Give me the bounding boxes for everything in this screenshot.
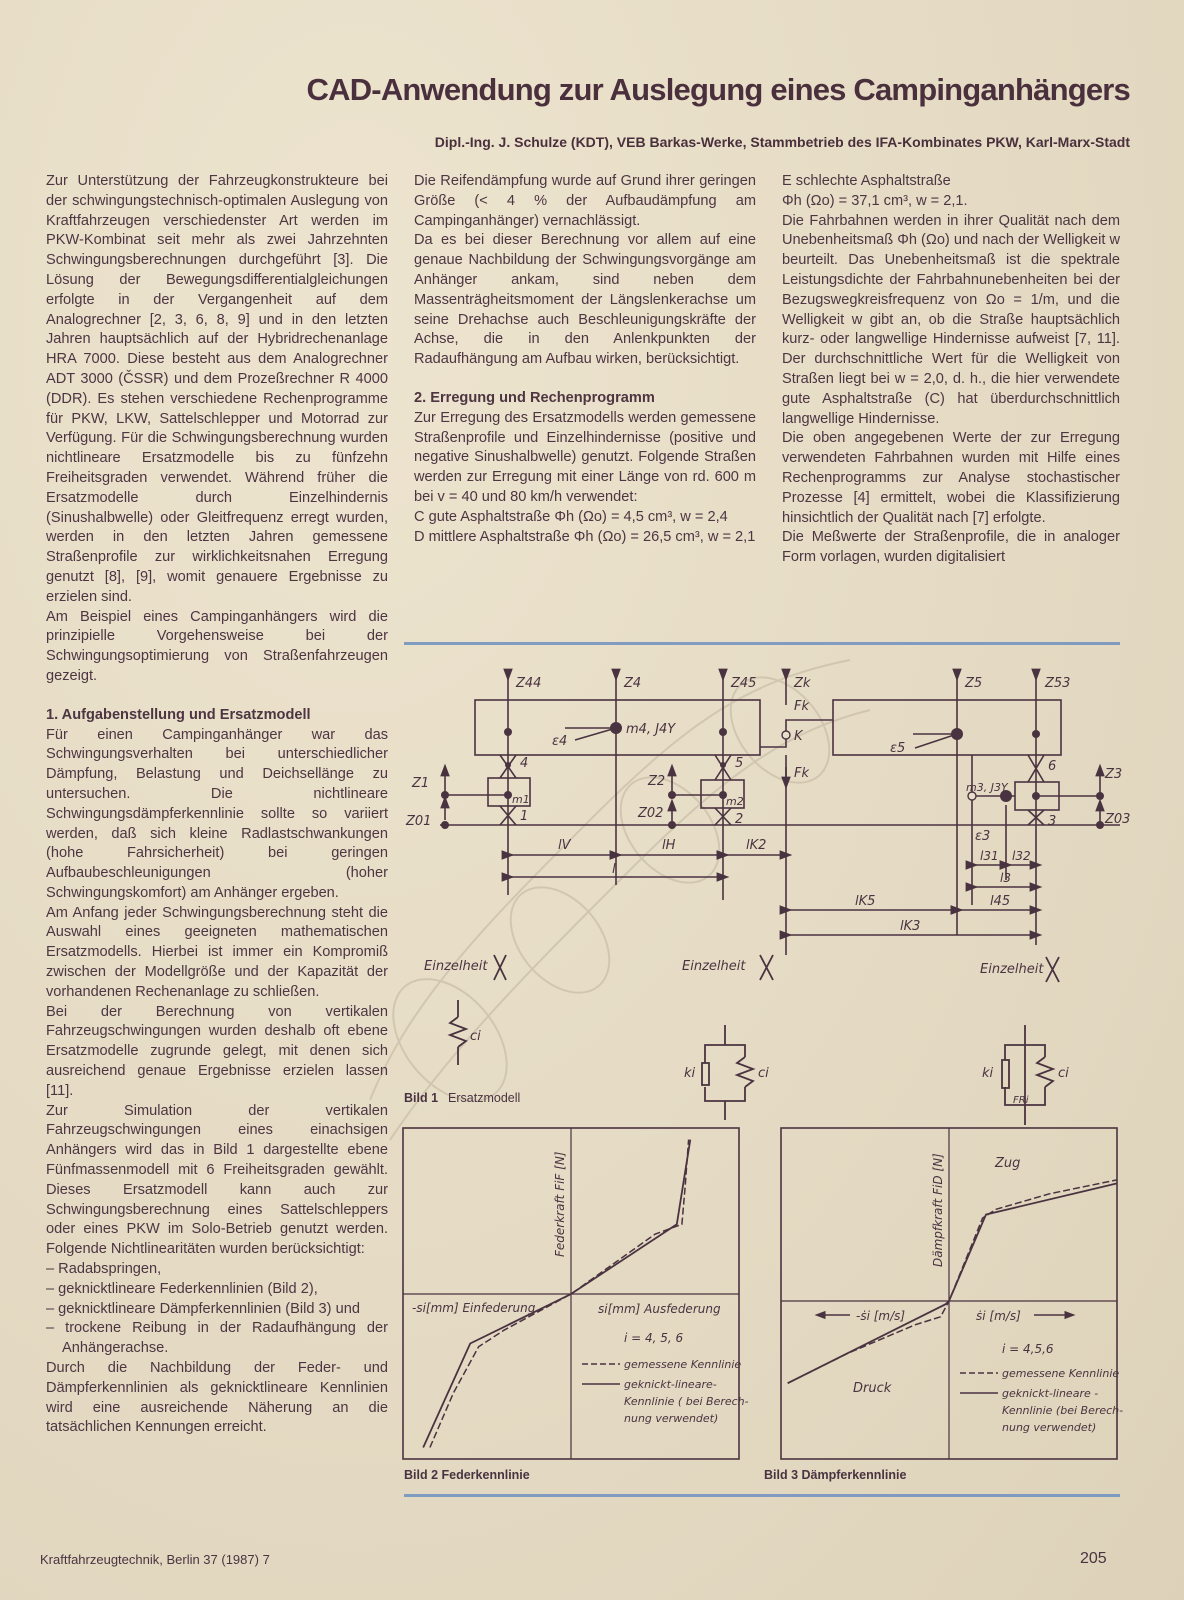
annotation-i: i = 4, 5, 6 <box>624 1331 684 1345</box>
detail-2-label: Einzelheit <box>682 959 746 974</box>
region-druck: Druck <box>853 1381 892 1396</box>
divider-rule-top <box>404 642 1120 645</box>
bild2-federkennlinie-chart <box>402 1127 749 1462</box>
list-item: – geknicktlineare Dämpferkennlinien (Bild 3) und <box>46 1300 388 1320</box>
label-lh: lH <box>662 838 676 853</box>
legend-label-0: gemessene Kennlinie <box>624 1358 742 1371</box>
label-z5: Z5 <box>965 676 983 691</box>
body-mass-5 <box>833 700 1061 755</box>
x-axis-label-pos: ṡi [m/s] <box>976 1309 1021 1323</box>
legend-label-2: Kennlinie ( bei Berech- <box>624 1395 749 1408</box>
label-node-3: 3 <box>1048 814 1057 829</box>
label-epsilon-3: ε3 <box>975 829 991 844</box>
paragraph: Die Reifendämpfung wurde auf Grund ihrer geringen Größe (< 4 % der Aufbaudämpfung am Campinganhänger) vernachlässigt. <box>414 173 756 229</box>
label-z4: Z4 <box>624 676 642 691</box>
road-e-values: Φh (Ωo) = 37,1 cm³, w = 2,1. <box>782 192 968 209</box>
paragraph: Zur Erregung des Ersatzmodells werden gemessene Straßenprofile und Einzelhindernisse (positive und negative Sinushalbwelle) genutzt. Folgende Straßen werden zur Erregung mit einer Länge von rd. 600 m bei v = 40 und 80 km/h verwendet: <box>414 409 756 505</box>
label-z03: Z03 <box>1105 812 1131 827</box>
label-node-4: 4 <box>520 756 529 771</box>
bild1-caption <box>404 1091 520 1105</box>
detail-2-ki: ki <box>684 1066 696 1081</box>
label-z45: Z45 <box>731 676 757 691</box>
legend-label-3: nung verwendet) <box>1002 1421 1097 1434</box>
label-l3: l3 <box>1000 871 1011 885</box>
bild2-caption <box>404 1468 530 1482</box>
caption-number: Bild 1 <box>404 1091 439 1105</box>
label-epsilon-4: ε4 <box>552 734 568 749</box>
label-lk3: lK3 <box>900 919 921 934</box>
paragraph: Durch die Nachbildung der Feder- und Dämpferkennlinien als geknicktlineare Kennlinien wird eine ausreichende Näherung an die tatsächlichen Kennungen erreicht. <box>46 1360 388 1436</box>
label-m4-j4y: m4, J4Y <box>626 722 676 737</box>
y-axis-label: Federkraft FiF [N] <box>553 1151 567 1257</box>
list-item: – trockene Reibung in der Radaufhängung der Anhängerachse. <box>46 1319 388 1359</box>
label-z1: Z1 <box>412 776 430 791</box>
x-axis-label-neg: -si[mm] Einfederung <box>412 1301 536 1315</box>
road-d: D mittlere Asphaltstraße Φh (Ωo) = 26,5 cm³, w = 2,1 <box>414 528 756 545</box>
legend-label-0: gemessene Kennlinie <box>1002 1367 1120 1380</box>
section-2-heading: 2. Erregung und Rechenprogramm <box>414 389 655 406</box>
road-c: C gute Asphaltstraße Φh (Ωo) = 4,5 cm³, w = 2,4 <box>414 508 728 525</box>
series-measured-line <box>788 1180 1120 1383</box>
legend-label-2: Kennlinie (bei Berech- <box>1002 1404 1124 1417</box>
label-zk: Zk <box>794 676 811 691</box>
label-fk-top: Fk <box>794 699 810 714</box>
x-axis-label-neg: -ṡi [m/s] <box>856 1309 906 1323</box>
label-z2: Z2 <box>648 774 666 789</box>
label-node-6: 6 <box>1048 759 1057 774</box>
label-m2: m2 <box>726 795 744 808</box>
column-1 <box>46 172 388 1438</box>
paragraph: Bei der Berechnung von vertikalen Fahrzeugschwingungen wurden deshalb oft ebene Ersatzmodelle zugrunde gelegt, mit denen sich ausreichend genaue Ergebnisse erzielen lassen [11]. <box>46 1003 388 1099</box>
label-epsilon-5: ε5 <box>890 741 906 756</box>
paragraph: Die oben angegebenen Werte der zur Erregung verwendeten Fahrbahnen wurden mit Hilfe eines Rechenprogramms zur Analyse stochastischer Prozesse [4] ermittelt, wobei die Klassifizierung hinsichtlich der Qualität nach [7] erfolgte. <box>782 430 1120 526</box>
label-node-1: 1 <box>520 809 529 824</box>
label-node-5: 5 <box>735 756 744 771</box>
label-l32: l32 <box>1012 849 1031 863</box>
bild1-ersatzmodell-diagram <box>400 655 1131 1115</box>
detail-1-ci: ci <box>470 1029 481 1044</box>
label-z53: Z53 <box>1045 676 1071 691</box>
column-2 <box>414 172 756 547</box>
detail-3-fri: FRi <box>1013 1095 1029 1106</box>
list-item: – geknicktlineare Federkennlinien (Bild 2), <box>46 1280 388 1300</box>
road-e: E schlechte Asphaltstraße <box>782 173 951 189</box>
label-lk2: lK2 <box>746 838 767 853</box>
paragraph: Für einen Campinganhänger war das Schwingungsverhalten bei unterschiedlicher Dämpfung, Belastung und Deichsellänge zu untersuchen. Die nichtlineare Schwingungsdämpferkennlinie sollte so variiert werden, daß sich kleine Radlastschwankungen (hohe Fahrsicherheit) bei geringen Aufbaubeschleunigungen (hoher Schwingungskomfort) am Anhänger ergeben. <box>46 726 388 901</box>
paragraph: Zur Simulation der vertikalen Fahrzeugschwingungen eines einachsigen Anhängers wird das in Bild 1 dargestellte ebene Fünfmassenmodell mit 6 Freiheitsgraden gewählt. Dieses Ersatzmodell kann auch zur Schwingungsberechnung eines Sattelschleppers oder eines PKW im Solo-Betrieb genutzt werden. Folgende Nichtlinearitäten wurden berücksichtigt: <box>46 1102 388 1258</box>
label-l31: l31 <box>980 849 999 863</box>
divider-rule-bottom <box>404 1494 1120 1497</box>
y-axis-label: Dämpfkraft FiD [N] <box>931 1153 945 1267</box>
detail-3-label: Einzelheit <box>980 962 1044 977</box>
column-3 <box>782 172 1120 568</box>
detail-3-ci: ci <box>1058 1066 1069 1081</box>
label-z01: Z01 <box>406 814 432 829</box>
label-lv: lV <box>558 838 571 853</box>
label-lk5: lK5 <box>855 894 876 909</box>
legend-label-1: geknickt-lineare- <box>624 1378 717 1391</box>
author-byline: Dipl.-Ing. J. Schulze (KDT), VEB Barkas-Werke, Stammbetrieb des IFA-Kombinates PKW, Karl-Marx-Stadt <box>434 134 1130 150</box>
x-axis-label-pos: si[mm] Ausfederung <box>598 1302 721 1316</box>
label-l45: l45 <box>990 894 1011 909</box>
label-l: l <box>612 862 616 877</box>
legend-label-1: geknickt-lineare - <box>1002 1387 1099 1400</box>
paragraph: Die Meßwerte der Straßenprofile, die in analoger Form vorlagen, wurden digitalisiert <box>782 529 1120 566</box>
detail-2-ci: ci <box>758 1066 769 1081</box>
caption-title: Bild 3 Dämpferkennlinie <box>764 1468 907 1482</box>
paragraph: Da es bei dieser Berechnung vor allem auf eine genaue Nachbildung der Schwingungsvorgänge am Anhänger ankam, sind neben dem Massenträgheitsmoment der Längslenkerachse um seine Drehachse auch Beschleunigungskräfte der Achse, die in den Anlenkpunkten der Radaufhängung am Aufbau wirken, berücksichtigt. <box>414 232 756 368</box>
nonlinearity-list <box>46 1260 388 1359</box>
series-kinked-linear-line <box>788 1183 1120 1383</box>
detail-3-ki: ki <box>982 1066 994 1081</box>
list-item: – Radabspringen, <box>46 1260 388 1280</box>
bild3-caption <box>764 1468 906 1482</box>
label-z3: Z3 <box>1105 767 1123 782</box>
legend-label-3: nung verwendet) <box>624 1412 719 1425</box>
label-z44: Z44 <box>516 676 542 691</box>
intro-paragraph-2: Am Beispiel eines Campinganhängers wird die prinzipielle Vorgehensweise bei der Schwingungsoptimierung von Straßenfahrzeugen gezeigt. <box>46 608 388 684</box>
label-m1: m1 <box>512 793 530 806</box>
label-k: K <box>794 729 803 744</box>
region-zug: Zug <box>995 1156 1021 1171</box>
article-title: CAD-Anwendung zur Auslegung eines Campinganhängers <box>306 72 1130 107</box>
annotation-i: i = 4,5,6 <box>1002 1342 1054 1356</box>
label-fk-bottom: Fk <box>794 766 810 781</box>
detail-1-label: Einzelheit <box>424 959 488 974</box>
label-m3-j3y: m3, J3Y <box>966 781 1008 794</box>
label-z02: Z02 <box>638 806 664 821</box>
intro-paragraph: Zur Unterstützung der Fahrzeugkonstrukteure bei der schwingungstechnisch-optimalen Auslegung von Kraftfahrzeugen verschiedenster Art werden im PKW-Kombinat seit mehr als zwei Jahrzehnten Schwingungsberechnungen durchgeführt [3]. Die Lösung der Bewegungsdifferentialgleichungen erfolgte in der Vergangenheit auf dem Analogrechner [2, 3, 6, 8, 9] und in den letzten Jahren hauptsächlich auf der Hybridrechenanlage HRA 7000. Diese besteht aus dem Analogrechner ADT 3000 (ČSSR) und dem Prozeßrechner R 4000 (DDR). Es stehen verschiedene Rechenprogramme für PKW, LKW, Sattelschlepper und Motorrad zur Verfügung. Für die Schwingungsberechnung wurden nichtlineare Ersatzmodelle bis zu fünfzehn Freiheitsgraden verwendet. Während früher die Ersatzmodelle durch Einzelhindernis (Sinushalbwelle) oder Gleitfrequenz erregt wurden, werden in den letzten Jahren gemessene Straßenprofile zur wirklichkeitsnahen Erregung genutzt [8], [9], womit genauere Ergebnisse zu erzielen sind. <box>46 173 388 605</box>
journal-citation: Kraftfahrzeugtechnik, Berlin 37 (1987) 7 <box>40 1552 270 1567</box>
paragraph: Die Fahrbahnen werden in ihrer Qualität nach dem Unebenheitsmaß Φh (Ωo) und nach der Welligkeit w beurteilt. Das Unebenheitsmaß ist die spektrale Leistungsdichte der Fahrbahnunebenheiten bei der Bezugswegkreisfrequenz von Ωo = 1/m, und die Welligkeit w gibt an, ob die Straße hauptsächlich kurz- oder langwellige Hindernisse aufweist [7, 11]. Der durchschnittliche Wert für die Welligkeit von Straßen liegt bei w = 2,0, d. h., die hier verwendete gute Asphaltstraße (C) hat überdurchschnittlich langwellige Hindernisse. <box>782 212 1120 427</box>
paragraph: Am Anfang jeder Schwingungsberechnung steht die Auswahl eines geeigneten mathematischen Ersatzmodells. Hierbei ist immer ein Kompromiß zwischen der Modellgröße und der Kapazität der vorhandenen Rechenanlage zu schließen. <box>46 904 388 1000</box>
bild3-daempferkennlinie-chart <box>780 1127 1124 1462</box>
label-node-2: 2 <box>735 812 744 827</box>
caption-title: Bild 2 Federkennlinie <box>404 1468 530 1482</box>
section-1-heading: 1. Aufgabenstellung und Ersatzmodell <box>46 706 311 723</box>
caption-text: Ersatzmodell <box>448 1091 521 1105</box>
page-number: 205 <box>1080 1550 1107 1567</box>
